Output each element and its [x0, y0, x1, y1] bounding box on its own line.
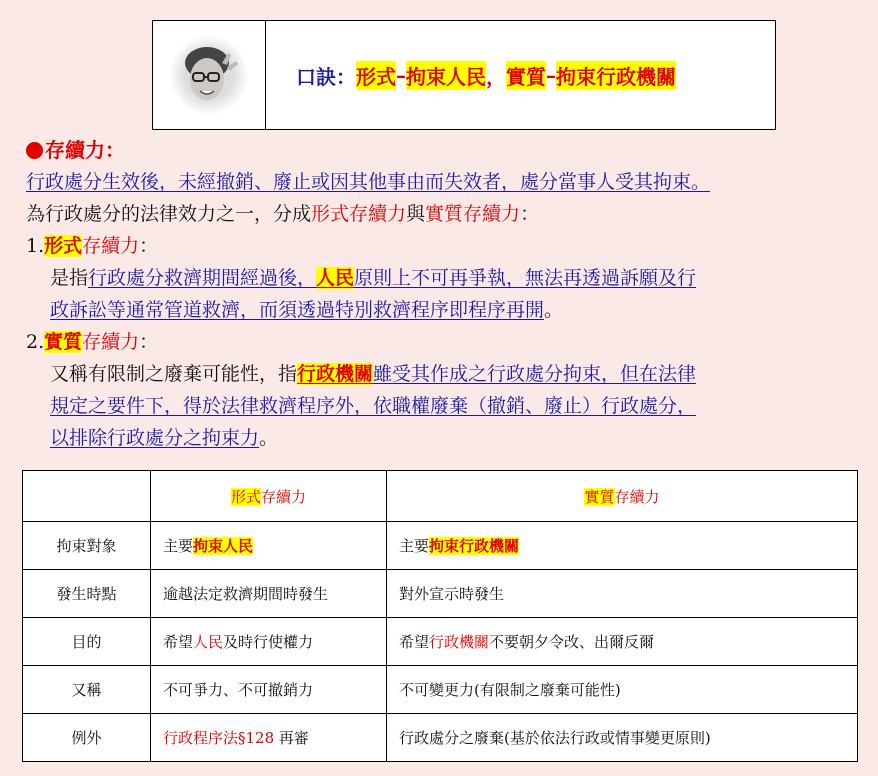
table-header-row [23, 471, 858, 522]
comparison-table [22, 470, 858, 762]
table-header-formal [151, 471, 387, 522]
mnemonic-bind-agency: 拘束行政機關 [556, 61, 676, 90]
table-cell [151, 522, 387, 570]
item1-line1 [26, 262, 858, 294]
item2-highlight: 實質 [44, 331, 83, 353]
item1-people: 人民 [316, 267, 355, 289]
item2-text: 又稱有限制之廢棄可能性，指 [50, 363, 298, 385]
header-term: 存續力 [261, 487, 307, 506]
table-cell: 行政處分之廢棄(基於依法行政或情事變更原則) [387, 714, 858, 762]
bullet-dot-icon [26, 142, 43, 159]
row-label: 例外 [23, 714, 151, 762]
item2-colon: ： [139, 331, 159, 353]
mnemonic-formal: 形式 [356, 61, 396, 90]
cell-highlight: 拘束行政機關 [429, 537, 520, 555]
item1-colon: ： [139, 235, 159, 257]
item1-heading [26, 230, 858, 262]
item1-text: 原則上不可再爭執，無法再透過訴願及行 [354, 267, 697, 289]
item2-heading [26, 326, 858, 358]
mnemonic-dash: – [546, 63, 556, 87]
item2-agency: 行政機關 [297, 363, 374, 385]
item2-text: 以排除行政處分之拘束力 [50, 427, 260, 449]
item2-line1 [26, 358, 858, 390]
table-row [23, 618, 858, 666]
intro-substantive: 實質存續力 [425, 203, 521, 225]
cell-text: 主要 [399, 537, 430, 555]
cell-text: 及時行使權力 [223, 633, 314, 651]
cell-text: 再審 [274, 729, 309, 747]
item1-text: 政訴訟等通常管道救濟，而須透過特別救濟程序即程序再開 [50, 299, 545, 321]
mnemonic-comma: ， [486, 64, 506, 89]
item2-line3 [26, 422, 858, 454]
definition-line: 行政處分生效後，未經撤銷、廢止或因其他事由而失效者，處分當事人受其拘束。 [26, 171, 711, 193]
table-cell [151, 714, 387, 762]
item2-number: 2. [26, 331, 45, 353]
section-title [26, 134, 858, 166]
table-header-substantive [387, 471, 858, 522]
row-label: 目的 [23, 618, 151, 666]
cell-text: 希望 [163, 633, 194, 651]
row-label: 又稱 [23, 666, 151, 714]
intro-line [26, 198, 858, 230]
table-cell [387, 522, 858, 570]
item1-text: 是指 [50, 267, 89, 289]
table-row [23, 522, 858, 570]
cell-highlight: 拘束人民 [193, 537, 254, 555]
item1-period: 。 [544, 299, 564, 321]
table-cell: 不可爭力、不可撤銷力 [151, 666, 387, 714]
table-row [23, 666, 858, 714]
table-cell [151, 618, 387, 666]
item2-period: 。 [259, 427, 279, 449]
mnemonic-box [152, 20, 776, 130]
cell-text: 不要朝夕令改、出爾反爾 [489, 633, 655, 651]
mnemonic-text [266, 21, 775, 129]
cell-red-text: 行政程序法§128 [163, 729, 275, 747]
item1-highlight: 形式 [44, 235, 83, 257]
table-corner-cell [23, 471, 151, 522]
item2-line2: 規定之要件下，得於法律救濟程序外，依職權廢棄（撤銷、廢止）行政處分， [50, 395, 697, 417]
row-label: 拘束對象 [23, 522, 151, 570]
table-cell: 逾越法定救濟期間時發生 [151, 570, 387, 618]
item1-term: 存續力 [82, 235, 140, 257]
table-cell: 不可變更力(有限制之廢棄可能性) [387, 666, 858, 714]
mnemonic-substantive: 實質 [506, 61, 546, 90]
intro-and: 與 [406, 203, 426, 225]
item1-line2 [26, 294, 858, 326]
item2-text: 雖受其作成之行政處分拘束，但在法律 [373, 363, 697, 385]
item1-text: 行政處分救濟期間經過後， [88, 267, 317, 289]
mnemonic-prefix: 口訣： [296, 64, 356, 89]
cell-text: 希望 [399, 633, 430, 651]
avatar [167, 33, 251, 117]
cell-red-text: 行政機關 [429, 633, 490, 651]
table-row [23, 570, 858, 618]
mnemonic-dash: – [396, 63, 406, 87]
intro-formal: 形式存續力 [311, 203, 407, 225]
avatar-cell [153, 21, 266, 129]
intro-text: 為行政處分的法律效力之一，分成 [26, 203, 312, 225]
cell-red-text: 人民 [193, 633, 224, 651]
header-highlight: 實質 [584, 487, 615, 506]
main-content [26, 134, 858, 454]
cell-text: 主要 [163, 537, 194, 555]
item2-term: 存續力 [82, 331, 140, 353]
mnemonic-bind-people: 拘束人民 [406, 61, 486, 90]
item1-number: 1. [26, 235, 45, 257]
section-title-text: 存續力： [45, 138, 125, 162]
table-cell [387, 618, 858, 666]
header-term: 存續力 [614, 487, 660, 506]
header-highlight: 形式 [230, 487, 261, 506]
row-label: 發生時點 [23, 570, 151, 618]
table-row [23, 714, 858, 762]
table-cell: 對外宣示時發生 [387, 570, 858, 618]
intro-colon: ： [520, 203, 540, 225]
